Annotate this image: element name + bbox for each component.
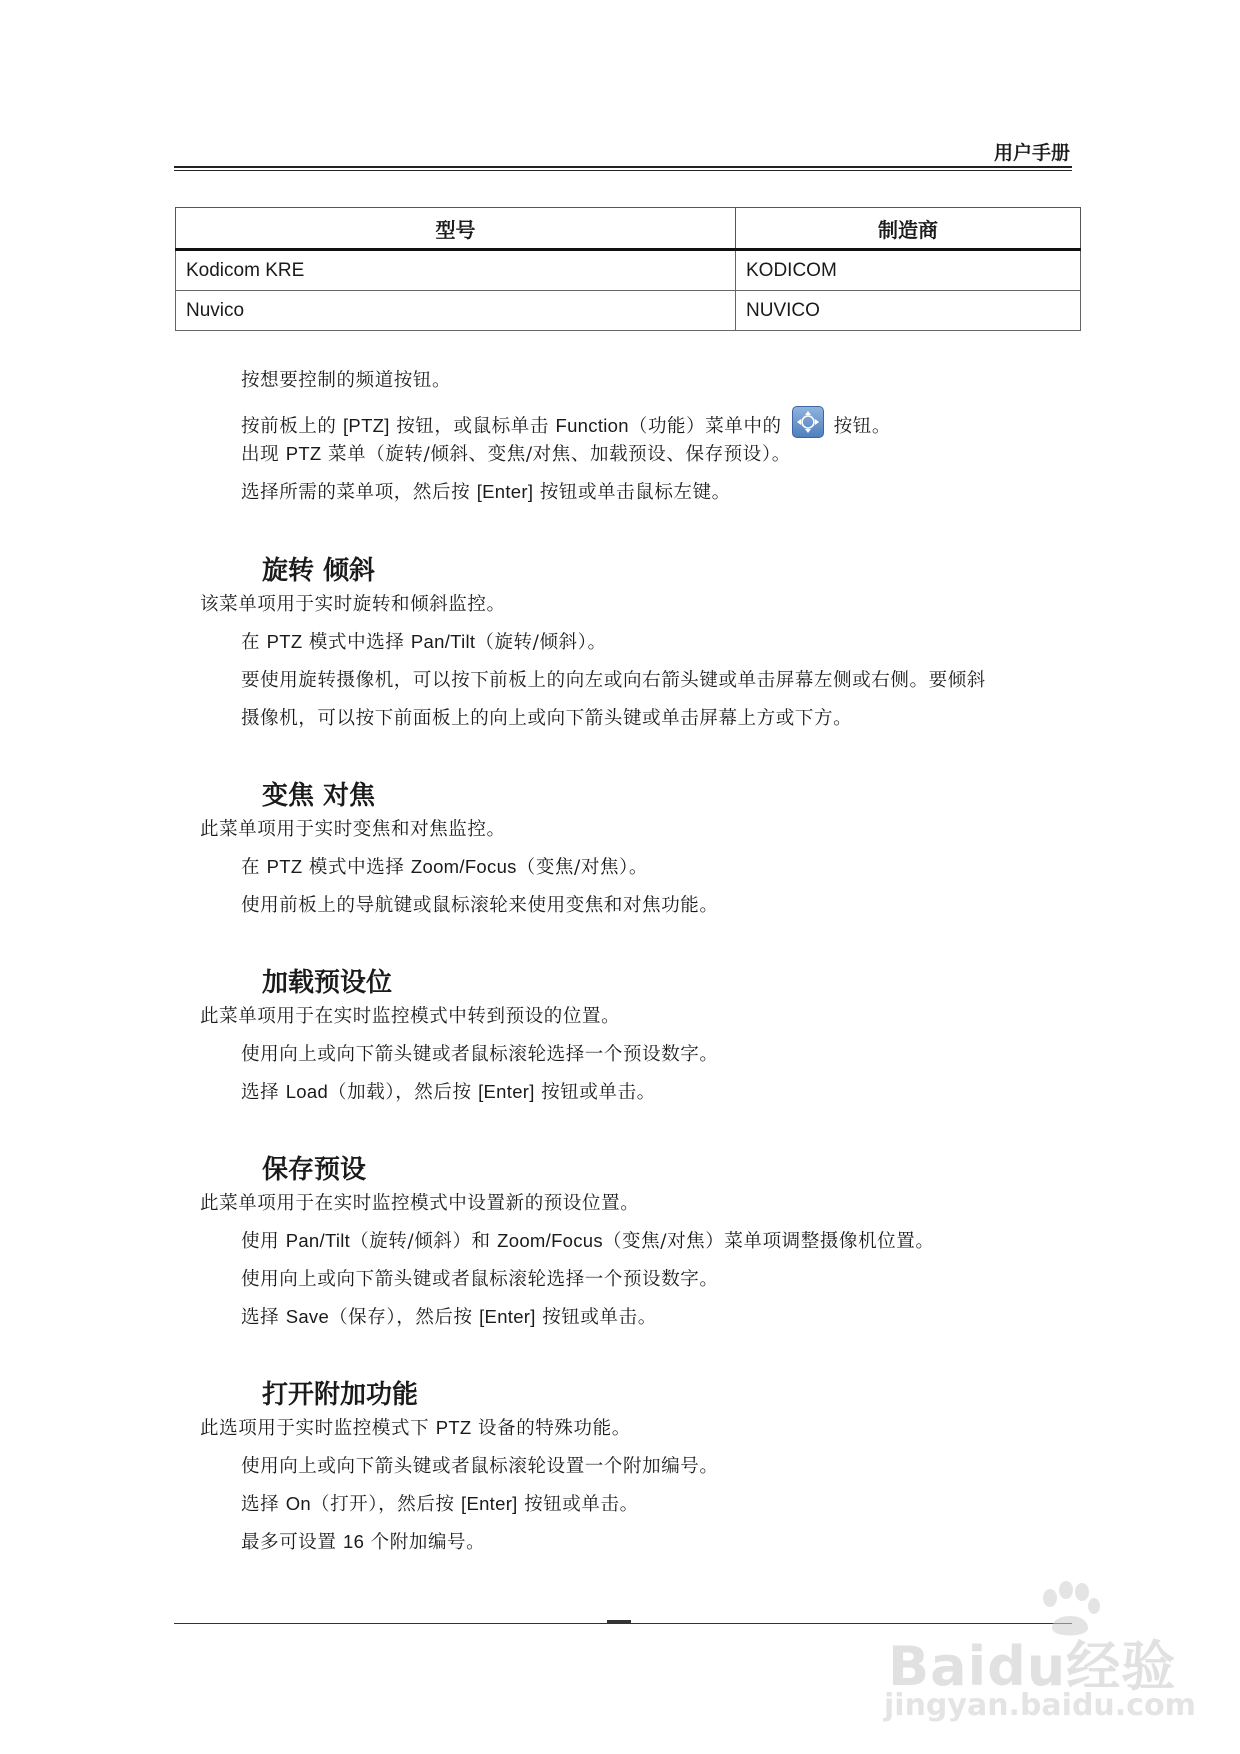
section-heading-aux: 打开附加功能 — [262, 1380, 419, 1410]
intro-step-2 — [241, 406, 891, 438]
load-preset-step-2 — [241, 1078, 656, 1104]
text-zoom-focus: Zoom/Focus — [410, 856, 517, 877]
section-desc-save-preset: 此菜单项用于在实时监控模式中设置新的预设位置。 — [200, 1193, 640, 1214]
table-row — [176, 291, 1081, 331]
watermark-logo: Baidu经验 — [888, 1635, 1177, 1698]
model-table — [175, 207, 1081, 331]
text: 模式中选择 — [302, 857, 411, 878]
section-heading-load-preset: 加载预设位 — [262, 968, 393, 998]
watermark-url: jingyan.baidu.com — [884, 1688, 1196, 1723]
text: 按钮或单击鼠标左键。 — [533, 482, 731, 503]
text-ptz: PTZ — [266, 631, 303, 652]
aux-step-3 — [241, 1528, 485, 1554]
text: 在 — [241, 632, 267, 653]
text: （加载），然后按 — [328, 1082, 479, 1103]
text: 个附加编号。 — [364, 1532, 486, 1553]
zoom-focus-step-2: 使用前板上的导航键或鼠标滚轮来使用变焦和对焦功能。 — [241, 895, 719, 916]
aux-step-1: 使用向上或向下箭头键或者鼠标滚轮设置一个附加编号。 — [241, 1456, 719, 1477]
text: 按钮。 — [833, 416, 891, 437]
section-heading-pan-tilt: 旋转 倾斜 — [262, 556, 376, 586]
text-pan-tilt: Pan/Tilt — [285, 1230, 351, 1251]
text-ptz: PTZ — [285, 443, 322, 464]
text: 按钮或单击。 — [534, 1082, 656, 1103]
section-desc-zoom-focus: 此菜单项用于实时变焦和对焦监控。 — [200, 819, 506, 840]
footer-mark — [607, 1620, 631, 1623]
text: 在 — [241, 857, 267, 878]
column-header-manufacturer: 制造商 — [736, 208, 1081, 250]
text: （变焦/对焦）菜单项调整摄像机位置。 — [602, 1231, 935, 1252]
ptz-move-icon — [792, 406, 824, 438]
text: 按想要控制的频道按钮。 — [241, 370, 452, 391]
column-header-model: 型号 — [176, 208, 736, 250]
pan-tilt-step-2: 要使用旋转摄像机，可以按下前板上的向左或向右箭头键或单击屏幕左侧或右侧。要倾斜 — [241, 670, 986, 691]
text-enter-key: [Enter] — [479, 1306, 536, 1327]
text-enter-key: [Enter] — [461, 1493, 518, 1514]
text-ptz: PTZ — [266, 856, 303, 877]
text-ptz: PTZ — [435, 1417, 472, 1438]
table-cell-manufacturer: KODICOM — [736, 250, 1081, 291]
table-cell-model: Nuvico — [176, 291, 736, 331]
text: 最多可设置 — [241, 1532, 343, 1553]
header-title: 用户手册 — [993, 142, 1070, 164]
load-preset-step-1: 使用向上或向下箭头键或者鼠标滚轮选择一个预设数字。 — [241, 1044, 719, 1065]
text: 选择 — [241, 1307, 286, 1328]
zoom-focus-step-1 — [241, 853, 648, 879]
text: 设备的特殊功能。 — [471, 1418, 631, 1439]
text: 模式中选择 — [302, 632, 411, 653]
text: （保存），然后按 — [329, 1307, 480, 1328]
text: 按钮或单击。 — [517, 1494, 639, 1515]
text-save: Save — [285, 1306, 330, 1327]
table-row — [176, 250, 1081, 291]
section-desc-aux — [200, 1414, 631, 1440]
table-cell-manufacturer: NUVICO — [736, 291, 1081, 331]
text: （打开），然后按 — [310, 1494, 462, 1515]
section-heading-save-preset: 保存预设 — [262, 1155, 367, 1185]
save-preset-step-2: 使用向上或向下箭头键或者鼠标滚轮选择一个预设数字。 — [241, 1269, 719, 1290]
text-ptz-key: [PTZ] — [342, 415, 390, 436]
section-heading-zoom-focus: 变焦 对焦 — [262, 781, 376, 811]
table-cell-model: Kodicom KRE — [176, 250, 736, 291]
section-desc-load-preset: 此菜单项用于在实时监控模式中转到预设的位置。 — [200, 1006, 621, 1027]
text-enter-key: [Enter] — [478, 1081, 535, 1102]
text-enter-key: [Enter] — [476, 481, 534, 502]
text-zoom-focus: Zoom/Focus — [497, 1230, 603, 1251]
table-header-row — [176, 208, 1081, 250]
text: 选择所需的菜单项，然后按 — [241, 482, 477, 503]
save-preset-step-1 — [241, 1227, 935, 1253]
text: 按钮或单击。 — [535, 1307, 657, 1328]
text: 出现 — [241, 444, 286, 465]
text-load: Load — [285, 1081, 329, 1102]
text: （功能）菜单中的 — [628, 416, 782, 437]
text: 按钮，或鼠标单击 — [389, 416, 556, 437]
text: 此选项用于实时监控模式下 — [200, 1418, 436, 1439]
section-desc-pan-tilt: 该菜单项用于实时旋转和倾斜监控。 — [200, 594, 506, 615]
text-function: Function — [555, 415, 629, 436]
pan-tilt-step-2-cont: 摄像机，可以按下前面板上的向上或向下箭头键或单击屏幕上方或下方。 — [241, 708, 853, 729]
text: 使用 — [241, 1231, 286, 1252]
text: 选择 — [241, 1082, 286, 1103]
text-pan-tilt: Pan/Tilt — [410, 631, 476, 652]
intro-step-4 — [241, 478, 731, 504]
text: 选择 — [241, 1494, 286, 1515]
save-preset-step-3 — [241, 1303, 657, 1329]
baidu-watermark — [880, 1580, 1196, 1740]
text: （变焦/对焦）。 — [516, 857, 649, 878]
text: （旋转/倾斜）和 — [350, 1231, 498, 1252]
text: 菜单（旋转/倾斜、变焦/对焦、加载预设、保存预设）。 — [321, 444, 791, 465]
aux-step-2 — [241, 1490, 639, 1516]
intro-step-3 — [241, 440, 791, 466]
intro-step-1 — [241, 366, 451, 392]
pan-tilt-step-1 — [241, 628, 607, 654]
text: 按前板上的 — [241, 416, 343, 437]
header-rule-thin — [174, 170, 1072, 171]
header-rule — [174, 166, 1072, 168]
text: （旋转/倾斜）。 — [475, 632, 607, 653]
text-count: 16 — [342, 1531, 365, 1552]
text-on: On — [285, 1493, 311, 1514]
